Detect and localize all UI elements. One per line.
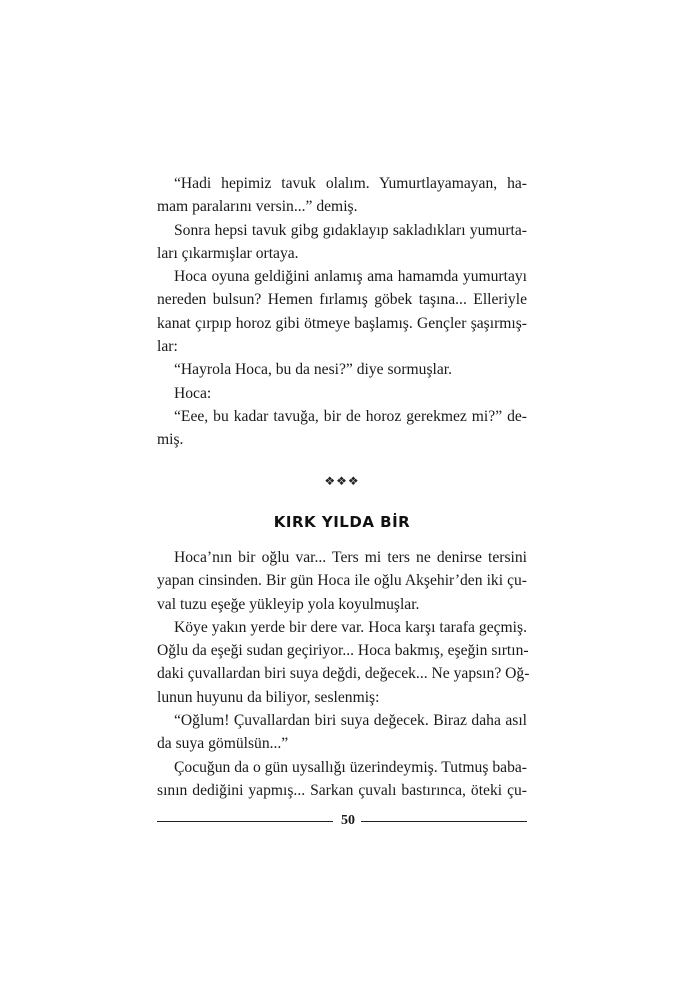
text-line: Oğlu da eşeği sudan geçiriyor... Hoca bakmış, eşeğin sırtın-	[157, 642, 529, 660]
story-body	[157, 546, 530, 802]
text-line: da suya gömülsün...”	[157, 735, 289, 753]
text-line: Köye yakın yerde bir dere var. Hoca karşı tarafa geçmiş.	[174, 618, 527, 636]
story-ending	[157, 172, 527, 452]
text-line: Sonra hepsi tavuk gibg gıdaklayıp sakladıkları yumurta-	[174, 221, 527, 239]
text-line: lunun huyunu da biliyor, seslenmiş:	[157, 688, 380, 706]
text-line: Çocuğun da o gün uysallığı üzerindeymiş. Tutmuş baba-	[174, 758, 527, 776]
text-line: miş.	[157, 431, 184, 449]
footer-rule-right	[361, 821, 527, 822]
text-line: “Eee, bu kadar tavuğa, bir de horoz gerekmez mi?” de-	[174, 407, 527, 425]
story-title: KIRK YILDA BİR	[273, 513, 411, 531]
section-divider-ornament: ❖❖❖	[324, 474, 360, 488]
text-line: kanat çırpıp horoz gibi ötmeye başlamış. Gençler şaşırmış-	[157, 314, 527, 332]
footer-rule-left	[157, 821, 333, 822]
text-line: yapan cinsinden. Bir gün Hoca ile oğlu Akşehir’den iki çu-	[157, 572, 527, 590]
book-page	[157, 172, 530, 799]
text-line: Hoca oyuna geldiğini anlamış ama hamamda yumurtayı	[174, 268, 527, 286]
text-line: Hoca:	[174, 384, 212, 402]
page-number: 50	[341, 813, 355, 828]
text-line: sının dediğini yapmış... Sarkan çuvalı bastırınca, öteki çu-	[157, 781, 527, 799]
text-line: “Hayrola Hoca, bu da nesi?” diye sormuşlar.	[174, 361, 452, 379]
text-line: “Oğlum! Çuvallardan biri suya değecek. Biraz daha asıl	[174, 712, 527, 730]
text-line: lar:	[157, 338, 178, 356]
text-line: Hoca’nın bir oğlu var... Ters mi ters ne denirse tersini	[174, 549, 527, 566]
text-line: “Hadi hepimiz tavuk olalım. Yumurtlayamayan, ha-	[174, 175, 527, 192]
text-line: mam paralarını versin...” demiş.	[157, 198, 358, 216]
text-line: nereden bulsun? Hemen fırlamış göbek taşına... Elleriyle	[157, 291, 527, 309]
text-line: ları çıkarmışlar ortaya.	[157, 244, 299, 262]
text-line: val tuzu eşeğe yükleyip yola koyulmuşlar.	[157, 595, 420, 613]
page-footer	[157, 812, 527, 832]
text-line: daki çuvallardan biri suya değdi, değecek... Ne yapsın? Oğ-	[157, 665, 530, 683]
